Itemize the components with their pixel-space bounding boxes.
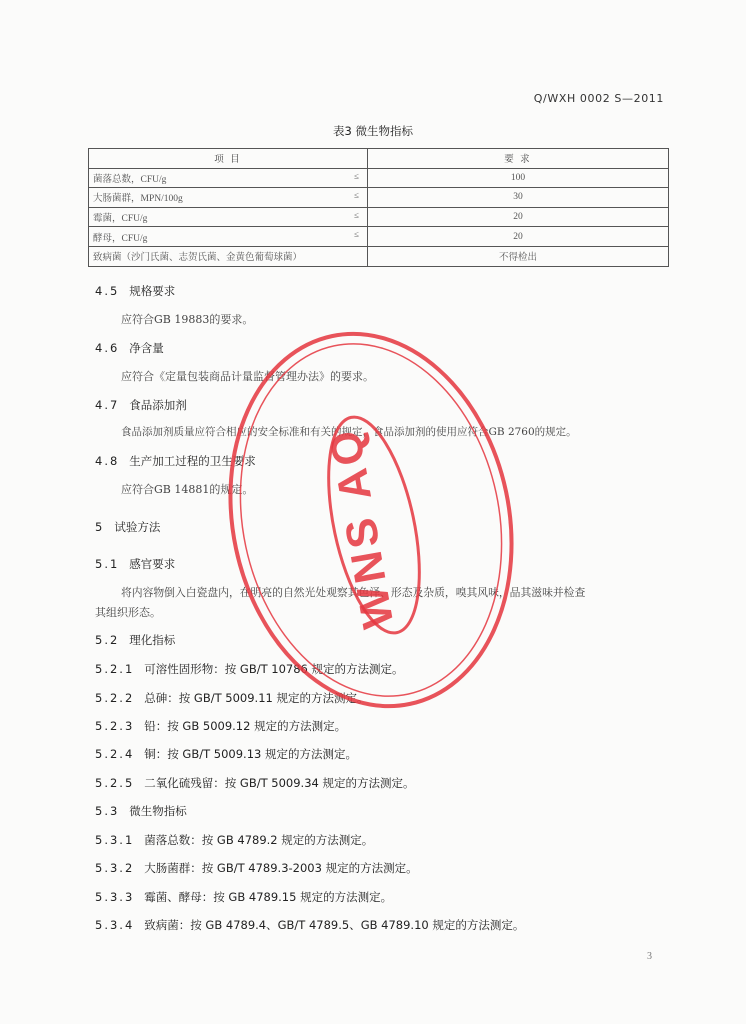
clause-number: 5.2.4 bbox=[95, 747, 135, 761]
clause-text: 铜：按 GB/T 5009.13 规定的方法测定。 bbox=[144, 747, 357, 761]
row-requirement: 不得检出 bbox=[368, 246, 669, 266]
clause-number: 5.3.3 bbox=[95, 890, 135, 904]
column-header-item: 项 目 bbox=[89, 149, 368, 169]
table-row bbox=[89, 188, 669, 208]
clause bbox=[95, 718, 346, 734]
clause-number: 5.3.1 bbox=[95, 833, 135, 847]
section-title: 微生物指标 bbox=[129, 804, 187, 818]
operator: ≤ bbox=[354, 209, 359, 220]
clause-text: 可溶性固形物：按 GB/T 10786 规定的方法测定。 bbox=[144, 662, 404, 676]
clause-text: 二氧化硫残留：按 GB/T 5009.34 规定的方法测定。 bbox=[144, 776, 415, 790]
section-title: 理化指标 bbox=[129, 633, 176, 647]
clause bbox=[95, 832, 373, 848]
row-item bbox=[89, 207, 368, 227]
clause bbox=[95, 746, 357, 762]
row-requirement: 20 bbox=[368, 227, 669, 247]
section-heading bbox=[95, 397, 187, 413]
seal-text: WNS AQ bbox=[319, 423, 404, 632]
clause-text: 致病菌：按 GB 4789.4、GB/T 4789.5、GB 4789.10 规定的方法测定。 bbox=[144, 918, 525, 932]
item-label: 致病菌（沙门氏菌、志贺氏菌、金黄色葡萄球菌） bbox=[93, 253, 303, 264]
item-label: 菌落总数，CFU/g bbox=[93, 174, 167, 185]
clause bbox=[95, 889, 392, 905]
section-heading bbox=[95, 340, 164, 356]
operator: ≤ bbox=[354, 190, 359, 201]
section-heading bbox=[95, 519, 160, 535]
row-requirement: 20 bbox=[368, 207, 669, 227]
section-heading bbox=[95, 803, 187, 819]
section-number: 5 bbox=[95, 520, 105, 534]
clause-number: 5.2.1 bbox=[95, 662, 135, 676]
section-heading bbox=[95, 632, 175, 648]
clause-text: 菌落总数：按 GB 4789.2 规定的方法测定。 bbox=[144, 833, 374, 847]
row-requirement: 100 bbox=[368, 168, 669, 188]
operator: ≤ bbox=[354, 170, 359, 181]
clause-number: 5.3.4 bbox=[95, 918, 135, 932]
section-title: 净含量 bbox=[129, 341, 164, 355]
page-number: 3 bbox=[647, 951, 652, 962]
column-header-requirement: 要 求 bbox=[368, 149, 669, 169]
clause-text: 霉菌、酵母：按 GB 4789.15 规定的方法测定。 bbox=[144, 890, 393, 904]
section-number: 4.8 bbox=[95, 454, 120, 468]
row-requirement: 30 bbox=[368, 188, 669, 208]
item-label: 大肠菌群，MPN/100g bbox=[93, 194, 183, 205]
paragraph: 应符合《定量包装商品计量监督管理办法》的要求。 bbox=[121, 370, 374, 383]
section-number: 4.6 bbox=[95, 341, 120, 355]
table-header-row bbox=[89, 149, 669, 169]
section-title: 食品添加剂 bbox=[129, 398, 187, 412]
clause-text: 大肠菌群：按 GB/T 4789.3-2003 规定的方法测定。 bbox=[144, 861, 418, 875]
section-title: 规格要求 bbox=[129, 284, 176, 298]
table-row bbox=[89, 207, 669, 227]
paragraph: 将内容物倒入白瓷盘内，在明亮的自然光处观察其色泽、形态及杂质，嗅其风味，品其滋味并检查 bbox=[121, 586, 586, 599]
row-item bbox=[89, 246, 368, 266]
paragraph: 其组织形态。 bbox=[95, 606, 161, 619]
document-code: Q/WXH 0002 S—2011 bbox=[533, 92, 664, 105]
item-label: 酵母，CFU/g bbox=[93, 233, 148, 244]
paragraph: 应符合GB 19883的要求。 bbox=[121, 313, 254, 326]
section-number: 5.3 bbox=[95, 804, 120, 818]
clause bbox=[95, 661, 404, 677]
section-number: 5.1 bbox=[95, 557, 120, 571]
section-number: 4.5 bbox=[95, 284, 120, 298]
clause-text: 总砷：按 GB/T 5009.11 规定的方法测定。 bbox=[144, 691, 369, 705]
clause bbox=[95, 775, 415, 791]
paragraph: 应符合GB 14881的规定。 bbox=[121, 483, 254, 496]
section-number: 4.7 bbox=[95, 398, 120, 412]
clause bbox=[95, 860, 418, 876]
clause-number: 5.2.5 bbox=[95, 776, 135, 790]
clause-number: 5.3.2 bbox=[95, 861, 135, 875]
clause-number: 5.2.2 bbox=[95, 691, 135, 705]
table-row bbox=[89, 246, 669, 266]
paragraph: 食品添加剂质量应符合相应的安全标准和有关的规定，食品添加剂的使用应符合GB 2760的规定。 bbox=[121, 426, 577, 438]
section-title: 试验方法 bbox=[114, 520, 161, 534]
section-title: 生产加工过程的卫生要求 bbox=[129, 454, 256, 468]
section-number: 5.2 bbox=[95, 633, 120, 647]
section-heading bbox=[95, 556, 175, 572]
table-title: 表3 微生物指标 bbox=[333, 124, 413, 138]
row-item bbox=[89, 188, 368, 208]
row-item bbox=[89, 168, 368, 188]
clause bbox=[95, 690, 369, 706]
item-label: 霉菌，CFU/g bbox=[93, 214, 148, 225]
table-row bbox=[89, 227, 669, 247]
clause bbox=[95, 917, 524, 933]
operator: ≤ bbox=[354, 229, 359, 240]
microbial-spec-table bbox=[88, 148, 669, 267]
clause-text: 铅：按 GB 5009.12 规定的方法测定。 bbox=[144, 719, 347, 733]
section-heading bbox=[95, 453, 256, 469]
clause-number: 5.2.3 bbox=[95, 719, 135, 733]
section-heading bbox=[95, 283, 175, 299]
section-title: 感官要求 bbox=[129, 557, 176, 571]
table-row bbox=[89, 168, 669, 188]
row-item bbox=[89, 227, 368, 247]
